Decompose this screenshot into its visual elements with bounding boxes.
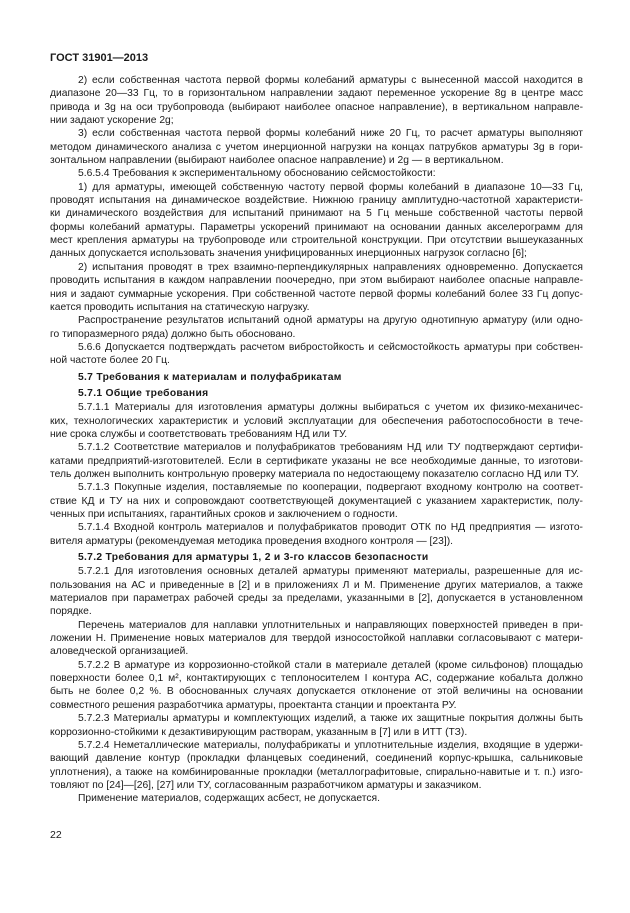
- paragraph: [50, 127, 583, 167]
- paragraph: [50, 712, 583, 739]
- text-line: проводить испытания в каждом направлении поочередно, при этом выбирают наиболее опасные направле-: [50, 275, 583, 287]
- section-heading: [50, 371, 583, 384]
- text-line: 5.7.1.2 Соответствие материалов и полуфабрикатов требованиям НД или ТУ подтверждают сертифи-: [78, 442, 583, 454]
- paragraph: [50, 167, 583, 180]
- text-line: данных допускается использовать значения унифицированных инерционных нагрузок согласно [6];: [50, 248, 527, 260]
- text-line: 5.7.1.3 Покупные изделия, поставляемые по кооперации, подвергают входному контролю на соответ-: [78, 482, 583, 494]
- paragraph: [50, 481, 583, 521]
- section-heading: [50, 551, 583, 564]
- text-line: 5.7.2.3 Материалы арматуры и комплектующих изделий, а также их защитные покрытия должны быть: [78, 713, 583, 725]
- text-line: порядке.: [50, 606, 92, 618]
- text-line: 2) испытания проводят в трех взаимно-перпендикулярных направлениях одновременно. Допускается: [78, 261, 583, 273]
- document-header: ГОСТ 31901—2013: [50, 52, 149, 64]
- text-line: 2) если собственная частота первой формы колебаний арматуры с вынесенной массой находится в: [78, 75, 583, 86]
- text-line: Перечень материалов для наплавки уплотнительных и направляющих поверхностей приведен в при-: [78, 619, 583, 631]
- text-line: 5.7 Требования к материалам и полуфабрикатам: [78, 371, 342, 383]
- paragraph: [50, 314, 583, 341]
- text-line: проводят испытания на динамическое воздействие. Нижнюю границу амплитудно-частотной характеристи-: [50, 195, 583, 207]
- text-line: нии задают ускорение 2g;: [50, 115, 174, 127]
- text-line: уплотнения), а также на комбинированные прокладки (металлографитовые, спирально-навитые и т. п.) изго-: [50, 766, 583, 778]
- text-line: коррозионно-стойкими к дезактивирующим растворам, указанным в [7] или в ИТТ (ТЗ).: [50, 726, 468, 738]
- paragraph: [50, 659, 583, 712]
- paragraph: [50, 619, 583, 659]
- text-line: 1) для арматуры, имеющей собственную частоту первой формы колебаний в диапазоне 10—33 Гц,: [78, 181, 583, 193]
- text-line: 5.7.2.2 В арматуре из коррозионно-стойкой стали в материале деталей (кроме сильфонов) площадью: [78, 659, 583, 671]
- text-line: 5.6.6 Допускается подтверждать расчетом вибростойкость и сейсмостойкость арматуры при собствен-: [78, 341, 583, 353]
- text-line: 5.7.1 Общие требования: [78, 387, 209, 399]
- text-line: мест крепления арматуры на трубопроводе или строительной конструкции. При отсутствии вышеуказанных: [50, 235, 583, 247]
- text-line: 5.7.1.1 Материалы для изготовления арматуры должны выбираться с учетом их физико-механичес-: [78, 402, 583, 414]
- text-line: зонтальном направлении (выбирают наиболее опасное направление) и 2g — в вертикальном.: [50, 155, 504, 167]
- text-line: 5.7.2.4 Неметаллические материалы, полуфабрикаты и уплотнительные изделия, входящие в удержи-: [78, 739, 583, 751]
- text-line: аловедческой организацией.: [50, 646, 189, 658]
- text-line: диапазоне 20—33 Гц, то в горизонтальном направлении задают переменное ускорение 8g в центре масс: [50, 88, 583, 100]
- text-line: ния и задают суммарные ускорения. При собственной частоте первой формы колебаний более 33 Гц допус-: [50, 288, 583, 300]
- text-line: поверхности более 0,1 м², контактирующих с теплоносителем I контура АС, содержание кобальта должно: [50, 673, 583, 685]
- text-line: материалов при параметрах рабочей среды за пределами, указанными в [2], допускается в установленном: [50, 593, 583, 605]
- page-number: 22: [50, 829, 62, 841]
- paragraph: [50, 441, 583, 481]
- paragraph: [50, 261, 583, 314]
- text-line: 3) если собственная частота первой формы колебаний ниже 20 Гц, то расчет арматуры выполняют: [78, 128, 583, 140]
- text-line: 5.7.2.1 Для изготовления основных деталей арматуры применяют материалы, разрешенные для ис-: [78, 566, 583, 578]
- text-line: Применение материалов, содержащих асбест, не допускается.: [78, 793, 380, 805]
- text-line: тель должен выполнить контрольную проверку материала по недостающему показателю согласно НД или ТУ.: [50, 468, 579, 480]
- paragraph: [50, 401, 583, 441]
- text-line: привода и 3g на оси трубопровода (выбирают наиболее опасное направление), в вертикальном направле-: [50, 101, 583, 113]
- text-line: товляют по [24]—[26], [27] или ТУ, согласованным разработчиком арматуры и заказчиком.: [50, 779, 482, 791]
- paragraph: [50, 521, 583, 548]
- text-line: методом динамического анализа с учетом инерционной нагрузки на концах патрубков арматуры 3g в гори-: [50, 141, 583, 153]
- paragraph: [50, 565, 583, 618]
- text-line: ной частоте более 20 Гц.: [50, 355, 170, 367]
- text-line: ки динамического воздействия для испытаний принимают на 5 Гц меньше собственной частоты первой: [50, 208, 583, 220]
- text-line: быть не более 0,2 %. В обоснованных случаях допускается отклонение от этой величины на основании: [50, 686, 583, 698]
- text-line: вающий давление контур (прокладки фланцевых соединений, соединений корпус-крышка, сальниковые: [50, 753, 583, 765]
- text-line: ложении Н. Применение новых материалов для твердой износостойкой наплавки согласовывают с матери-: [50, 633, 583, 645]
- paragraph: [50, 74, 583, 127]
- paragraph: [50, 341, 583, 368]
- text-line: го типоразмерного ряда) должно быть обосновано.: [50, 328, 296, 340]
- paragraph: [50, 181, 583, 261]
- text-line: совместного решения разработчика арматуры, проектанта станции и проектанта РУ.: [50, 699, 457, 711]
- text-line: ствие КД и ТУ на них и сопровождают соответствующей документацией с указанием характеристик, полу-: [50, 495, 583, 507]
- text-line: 5.7.2 Требования для арматуры 1, 2 и 3-го классов безопасности: [78, 552, 429, 564]
- text-line: ких, технологических характеристик и условий эксплуатации для обеспечения работоспособности в тече-: [50, 415, 583, 427]
- section-heading: [50, 387, 583, 400]
- text-line: ние срока службы и соответствовать требованиям НД или ТУ.: [50, 428, 348, 440]
- paragraph: [50, 739, 583, 792]
- paragraph: [50, 792, 583, 805]
- text-line: катами предприятий-изготовителей. Если в сертификате указаны не все необходимые данные, то изготови-: [50, 455, 583, 467]
- text-line: Распространение результатов испытаний одной арматуры на другую однотипную арматуру (или одно-: [78, 315, 583, 327]
- text-line: пользования на АС и приведенные в [2] и в приложениях Л и М. Применение других материалов, а также: [50, 579, 583, 591]
- text-line: вителя арматуры (рекомендуемая методика проведения входного контроля — [23]).: [50, 535, 453, 547]
- text-line: 5.6.5.4 Требования к экспериментальному обоснованию сейсмостойкости:: [78, 168, 436, 180]
- text-line: формы колебаний арматуры. Параметры ускорений принимают на основании данных акселерограмм для: [50, 221, 583, 233]
- text-line: 5.7.1.4 Входной контроль материалов и полуфабрикатов проводит ОТК по НД предприятия — изгото-: [78, 522, 583, 534]
- document-body: [50, 74, 583, 806]
- text-line: ченных при испытаниях, гарантийных сроков и заключением о годности.: [50, 509, 398, 520]
- text-line: кается проводить испытания на статическую нагрузку.: [50, 301, 310, 313]
